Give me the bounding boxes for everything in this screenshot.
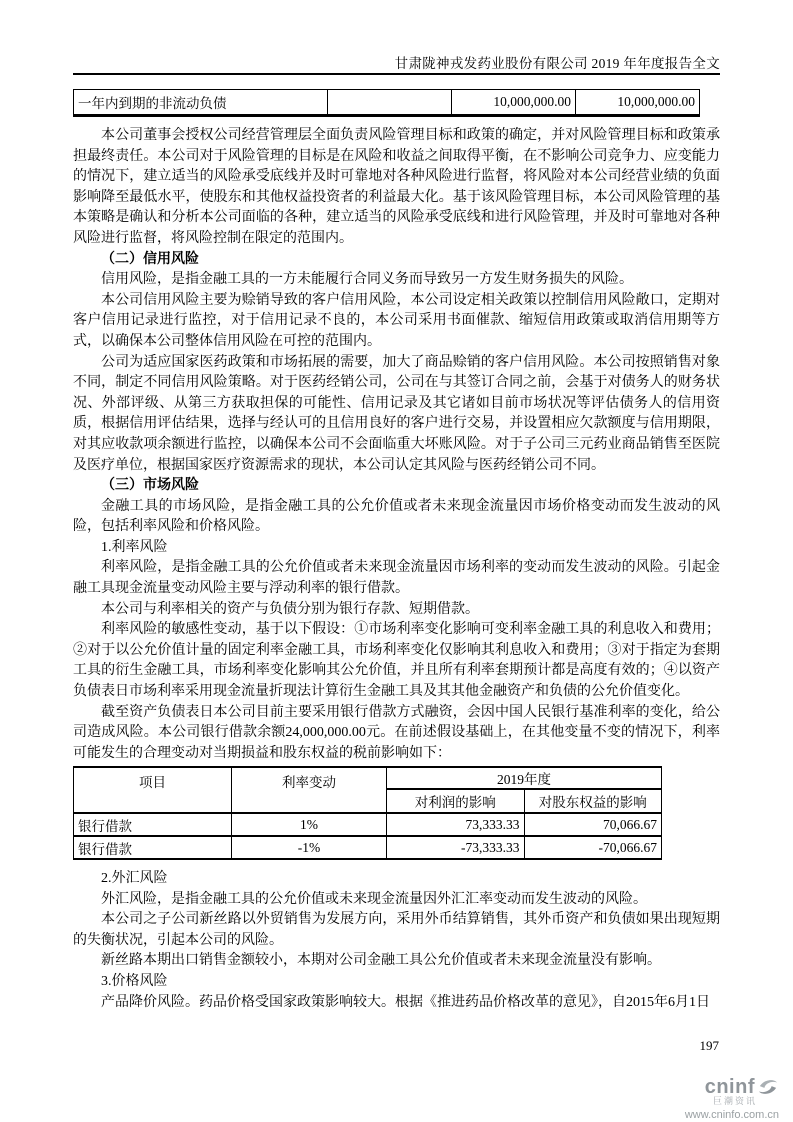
header-rate-change: 利率变动	[232, 767, 387, 813]
interest-rate-sensitivity-table-wrap	[73, 766, 662, 860]
body-paragraph: 信用风险，是指金融工具的一方未能履行合同义务而导致另一方发生财务损失的风险。	[101, 272, 633, 288]
subsection-heading-fx-risk: 2.外汇风险	[101, 871, 168, 886]
subsection-heading-interest-rate-risk: 1.利率风险	[101, 539, 168, 555]
section-heading-credit-risk: （二）信用风险	[101, 251, 199, 267]
cninfo-subtitle-text: 巨潮资讯	[712, 1096, 757, 1106]
header-equity-impact: 对股东权益的影响	[524, 789, 662, 813]
row-equity-cell: 70,066.67	[524, 813, 662, 836]
table-row	[74, 836, 662, 859]
cninfo-url-text: www.cninfo.com.cn	[684, 1108, 779, 1121]
liability-item-cell: 一年内到期的非流动负债	[74, 90, 328, 116]
header-divider	[73, 73, 720, 75]
row-profit-cell: -73,333.33	[387, 836, 525, 859]
section-heading-market-risk: （三）市场风险	[101, 478, 199, 494]
noncurrent-liability-table	[73, 89, 700, 117]
row-item-cell: 银行借款	[74, 836, 232, 859]
page-number: 197	[699, 1038, 719, 1053]
body-paragraph: 外汇风险，是指金融工具的公允价值或未来现金流量因外汇汇率变动而发生波动的风险。	[101, 891, 647, 907]
body-paragraph: 截至资产负债表日本公司目前主要采用银行借款方式融资，会因中国人民银行基准利率的变化，给公司造成风险。本公司银行借款余额24,000,000.00元。在前述假设基础上，在其他变量不变的情况下，利率可能发生的合理变动对当期损益和股东权益的税前影响如下：	[73, 704, 720, 761]
row-change-cell: 1%	[232, 813, 387, 836]
header-profit-impact: 对利润的影响	[387, 789, 525, 813]
header-item: 项目	[74, 767, 232, 813]
interest-rate-sensitivity-table	[73, 766, 662, 860]
body-text-upper	[73, 126, 720, 764]
body-paragraph: 新丝路本期出口销售金额较小，本期对公司金融工具公允价值或者未来现金流量没有影响。	[101, 953, 661, 969]
empty-cell	[328, 90, 452, 116]
header-year-2019: 2019年度	[387, 767, 662, 789]
body-paragraph: 利率风险，是指金融工具的公允价值或者未来现金流量因市场利率的变动而发生波动的风险。引起金融工具现金流量变动风险主要与浮动利率的银行借款。	[73, 560, 720, 597]
body-paragraph: 本公司信用风险主要为赊销导致的客户信用风险，本公司设定相关政策以控制信用风险敞口，定期对客户信用记录进行监控，对于信用记录不良的，本公司采用书面催款、缩短信用政策或取消信用期等方式，以确保本公司整体信用风险在可控的范围内。	[73, 292, 720, 349]
body-paragraph: 公司为适应国家医药政策和市场拓展的需要，加大了商品赊销的客户信用风险。本公司按照销售对象不同，制定不同信用风险策略。对于医药经销公司，公司在与其签订合同之前，会基于对债务人的财务状况、外部评级、从第三方获取担保的可能性、信用记录及其它诸如目前市场状况等评估债务人的信用资质，根据信用评估结果，选择与经认可的且信用良好的客户进行交易，并设置相应欠款额度与信用期限，对其应收款项余额进行监控，以确保本公司不会面临重大坏账风险。对于子公司三元药业商品销售至医院及医疗单位，根据国家医疗资源需求的现状，本公司认定其风险与医药经销公司不同。	[73, 354, 720, 473]
body-paragraph: 产品降价风险。药品价格受国家政策影响较大。根据《推进药品价格改革的意见》，自2015年6月1日	[101, 994, 710, 1010]
subsection-heading-price-risk: 3.价格风险	[101, 973, 168, 989]
table-row	[74, 813, 662, 836]
row-item-cell: 银行借款	[74, 813, 232, 836]
body-paragraph: 本公司董事会授权公司经营管理层全面负责风险管理目标和政策的确定，并对风险管理目标和政策承担最终责任。本公司对于风险管理的目标是在风险和收益之间取得平衡，在不影响公司竞争力、应变能力的情况下，建立适当的风险承受底线并及时可靠地对各种风险进行监督，将风险对本公司经营业绩的负面影响降至最低水平，使股东和其他权益投资者的利益最大化。基于该风险管理目标，本公司风险管理的基本策略是确认和分析本公司面临的各种，建立适当的风险承受底线和进行风险管理，并及时可靠地对各种风险进行监督，将风险控制在限定的范围内。	[73, 128, 720, 246]
page-header-title: 甘肃陇神戎发药业股份有限公司 2019 年年度报告全文	[394, 56, 720, 71]
row-equity-cell: -70,066.67	[524, 836, 662, 859]
table-row	[74, 90, 700, 116]
body-paragraph: 本公司之子公司新丝路以外贸销售为发展方向，采用外币结算销售，其外币资产和负债如果出现短期的失衡状况，引起本公司的风险。	[73, 912, 720, 948]
cninfo-watermark-logo	[609, 1076, 779, 1121]
row-profit-cell: 73,333.33	[387, 813, 525, 836]
cninfo-swirl-icon	[757, 1078, 779, 1096]
liability-amount-current-cell: 10,000,000.00	[452, 90, 576, 116]
body-paragraph: 金融工具的市场风险，是指金融工具的公允价值或者未来现金流量因市场价格变动而发生波动的风险，包括利率风险和价格风险。	[73, 498, 720, 535]
liability-amount-prior-cell: 10,000,000.00	[576, 90, 700, 116]
body-text-lower	[73, 869, 720, 1013]
row-change-cell: -1%	[232, 836, 387, 859]
body-paragraph: 本公司与利率相关的资产与负债分别为银行存款、短期借款。	[101, 601, 479, 617]
body-paragraph: 利率风险的敏感性变动，基于以下假设：①市场利率变化影响可变利率金融工具的利息收入和费用；②对于以公允价值计量的固定利率金融工具，市场利率变化仅影响其利息收入和费用；③对于指定为套期工具的衍生金融工具，市场利率变化影响其公允价值，并且所有利率套期预计都是高度有效的；④以资产负债表日市场利率采用现金流量折现法计算衍生金融工具及其其他金融资产和负债的公允价值变化。	[73, 622, 720, 700]
cninfo-brand-text: cninf	[704, 1076, 755, 1098]
table-header-row	[74, 767, 662, 789]
